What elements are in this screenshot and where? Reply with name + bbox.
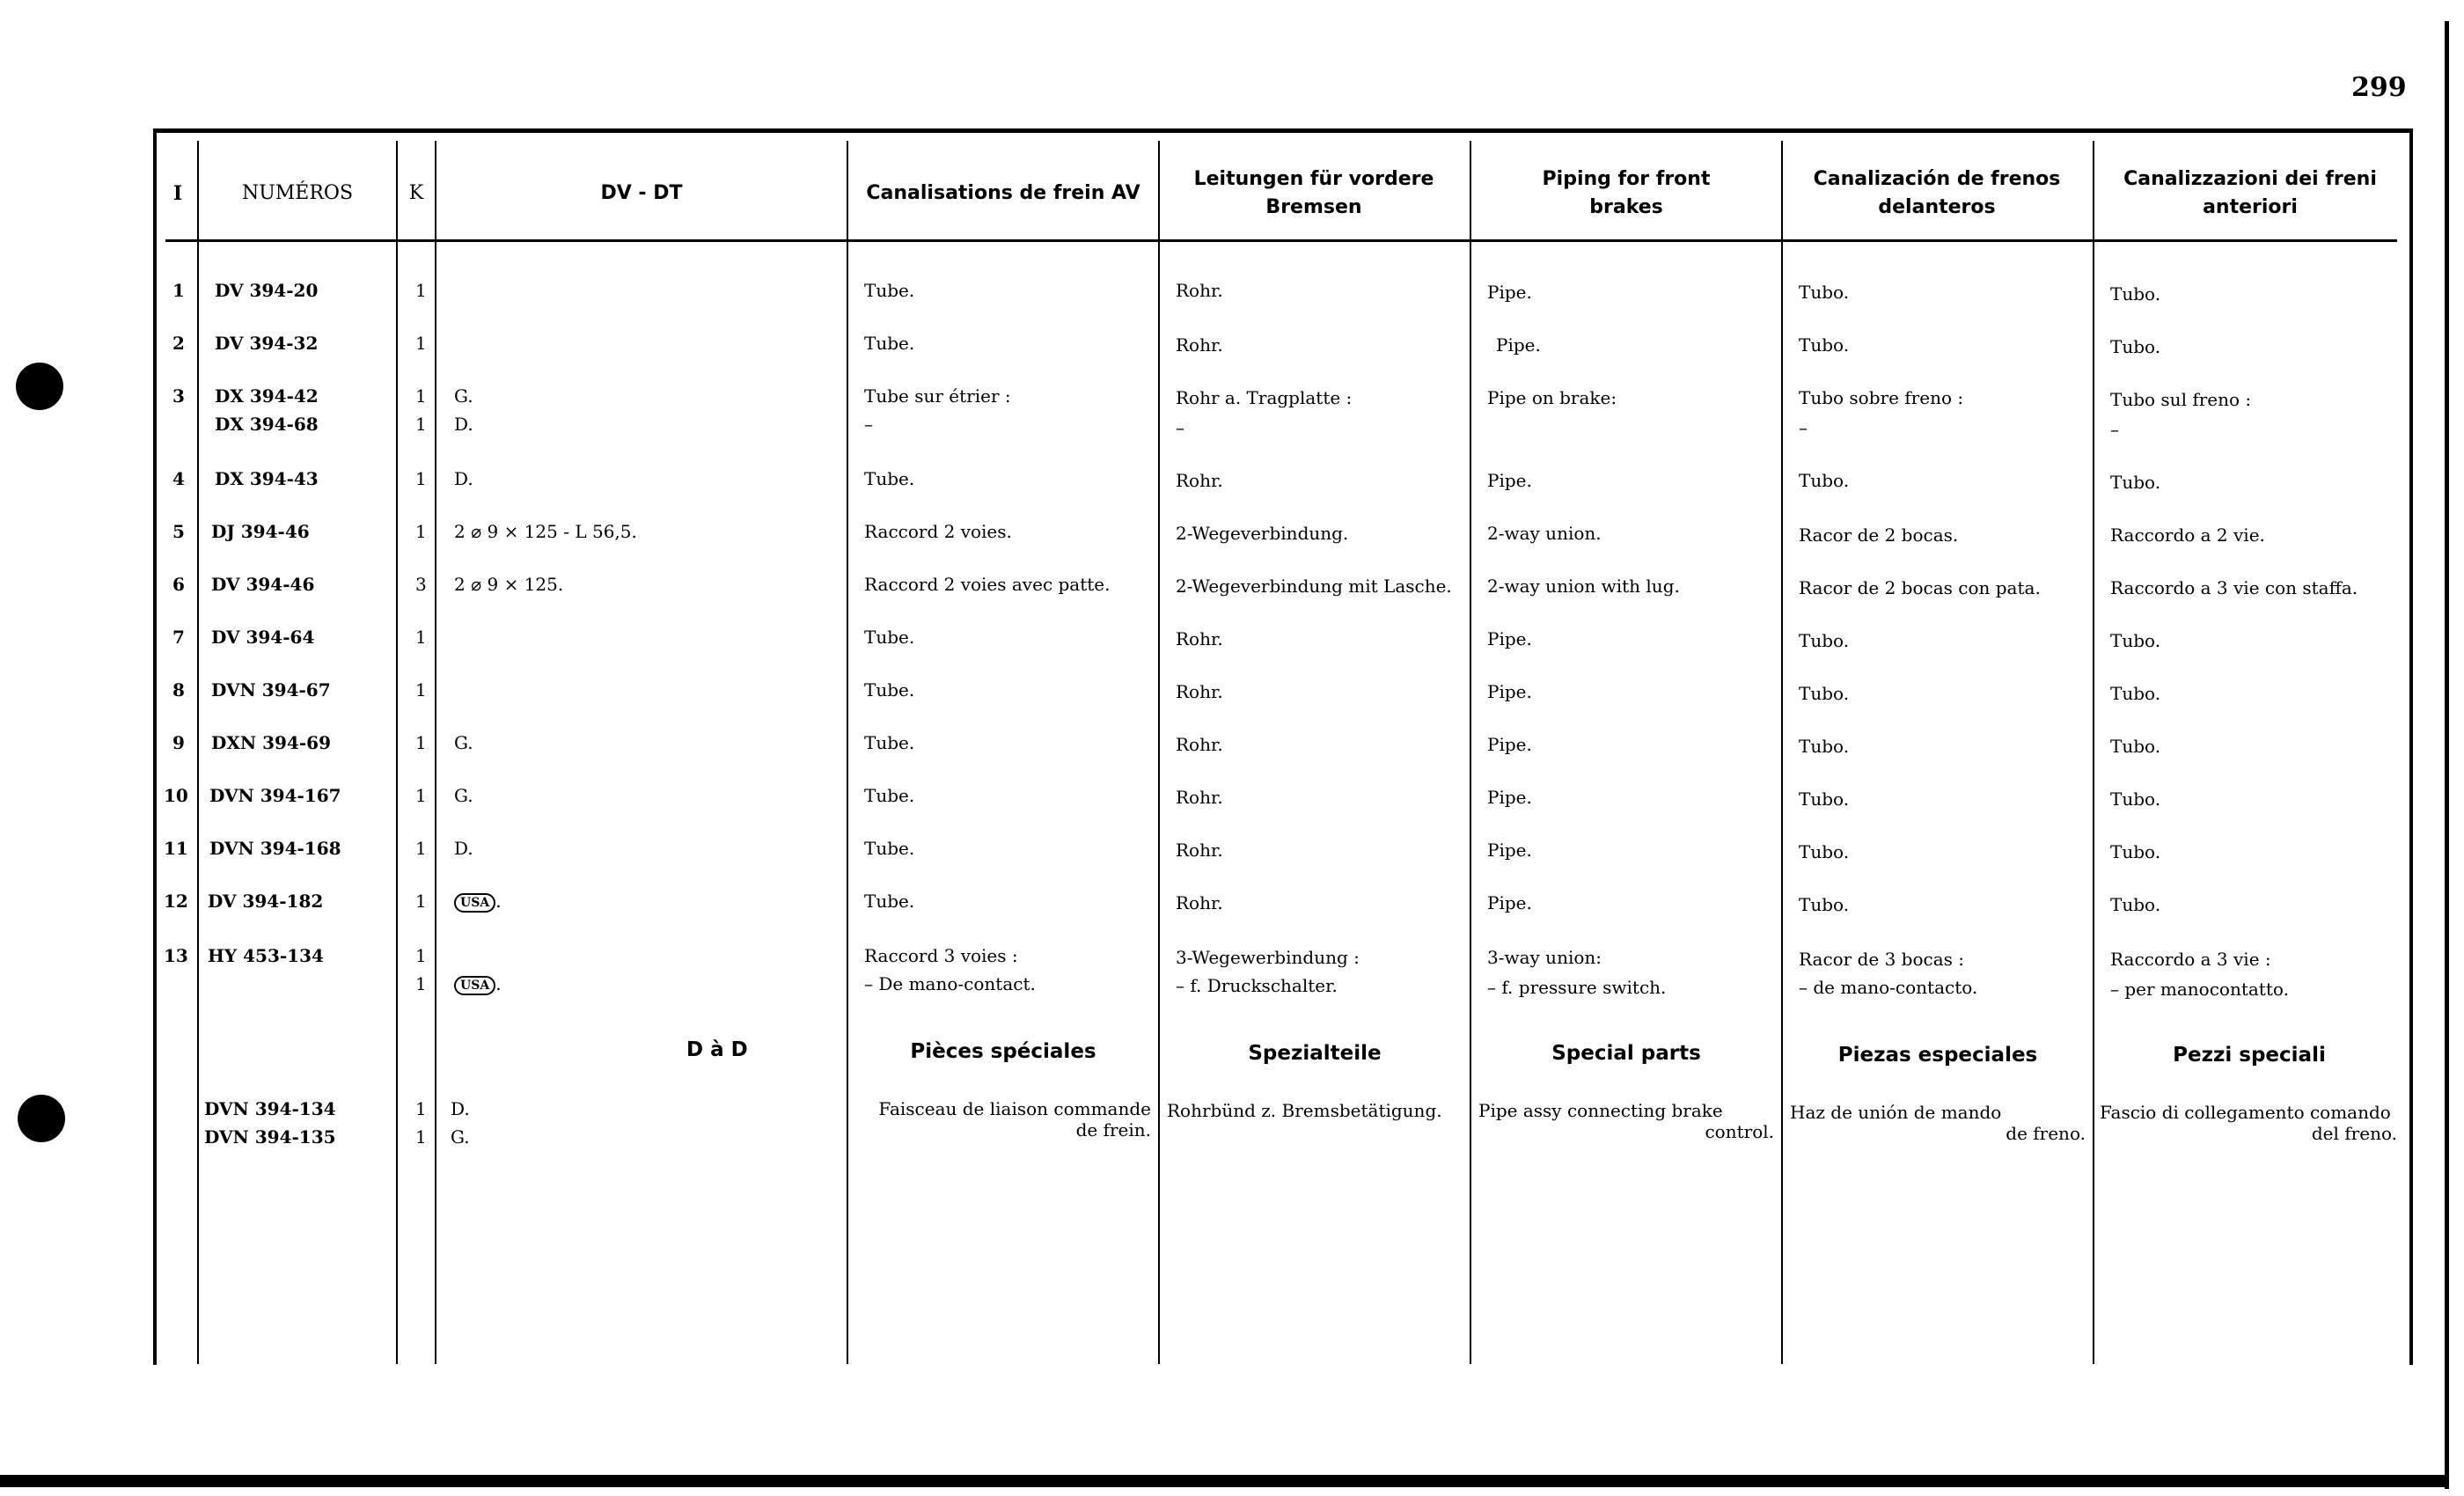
special-reference-2: DVN 394-135: [204, 1126, 336, 1148]
row-en: Pipe on brake:: [1487, 387, 1617, 408]
row-quantity-2: 1: [415, 414, 427, 435]
row-en: 2-way union.: [1487, 523, 1602, 544]
binder-hole-bottom: [18, 1095, 65, 1142]
row-quantity: 1: [415, 679, 427, 700]
row-reference: DVN 394-67: [211, 679, 331, 700]
row-fr: Tube sur étrier :: [864, 385, 1011, 407]
special-reference-1: DVN 394-134: [204, 1098, 336, 1119]
header-french: Canalisations de frein AV: [866, 182, 1140, 204]
row-de: Rohr.: [1176, 681, 1223, 702]
row-spec: 2 ⌀ 9 × 125.: [454, 574, 564, 595]
row-quantity: 3: [415, 574, 427, 595]
row-reference: DV 394-46: [211, 574, 315, 595]
row-es: Racor de 2 bocas con pata.: [1799, 577, 2041, 598]
column-line: [1158, 141, 1160, 1364]
row-es: Tubo.: [1799, 630, 1850, 651]
row-index: 9: [172, 732, 185, 753]
row-en: Pipe.: [1487, 628, 1532, 649]
row-spec: USA .: [454, 891, 502, 913]
row-spec: G.: [454, 785, 473, 806]
row-quantity: 1: [415, 945, 427, 966]
section-heading-es: Piezas especiales: [1837, 1044, 2038, 1067]
special-en-line2: control.: [1705, 1121, 1774, 1142]
row-quantity: 1: [415, 385, 427, 407]
row-de: 2-Wegeverbindung.: [1176, 523, 1349, 544]
row-it: Tubo.: [2110, 683, 2161, 704]
row-es: Tubo.: [1799, 841, 1850, 862]
column-line: [2093, 141, 2094, 1364]
row-quantity: 1: [415, 732, 427, 753]
row-reference: DV 394-182: [208, 891, 324, 912]
row-en: 2-way union with lug.: [1487, 576, 1680, 597]
special-fr-line2: de frein.: [1075, 1119, 1151, 1140]
row-en: Pipe.: [1487, 734, 1532, 755]
special-fr: [855, 1098, 1151, 1140]
row-en: Pipe.: [1487, 892, 1532, 913]
column-line: [396, 141, 398, 1364]
row-index: 7: [172, 627, 185, 648]
row-it: Raccordo a 3 vie con staffa.: [2110, 577, 2358, 598]
header-rule: [165, 239, 2397, 242]
row-it: Tubo sul freno :: [2110, 389, 2252, 410]
row-reference: DV 394-64: [211, 627, 315, 648]
header-english: Piping for front brakes: [1542, 168, 1711, 218]
row-index: 13: [164, 945, 188, 966]
row-de: Rohr.: [1176, 628, 1223, 649]
row-it: Tubo.: [2110, 336, 2161, 357]
special-es-line1: Haz de unión de mando: [1790, 1102, 2002, 1123]
special-it-line1: Fascio di collegamento comando: [2100, 1102, 2391, 1123]
row-es: Tubo.: [1799, 334, 1850, 356]
right-border-bar: [2445, 21, 2449, 1489]
row-it: Tubo.: [2110, 894, 2161, 915]
section-heading-de: Spezialteile: [1248, 1042, 1382, 1065]
row-quantity: 1: [415, 838, 427, 859]
row-quantity: 1: [415, 333, 427, 354]
row-fr: Raccord 2 voies avec patte.: [864, 574, 1111, 595]
row-it: Tubo.: [2110, 788, 2161, 810]
row-it: Tubo.: [2110, 736, 2161, 757]
header-dv-dt: DV - DT: [600, 182, 683, 204]
row-index: 1: [172, 280, 185, 301]
row-index: 11: [164, 838, 188, 859]
row-es: Tubo.: [1799, 282, 1850, 303]
row-it: Raccordo a 3 vie :: [2110, 949, 2271, 970]
row-spec: D.: [454, 838, 473, 859]
row-de: Rohr.: [1176, 334, 1223, 356]
row-es: Tubo.: [1799, 683, 1850, 704]
row-spec: D.: [454, 468, 473, 489]
header-italian: Canalizzazioni dei freni anteriori: [2123, 168, 2377, 218]
row-de: Rohr.: [1176, 840, 1223, 861]
row-index: 12: [164, 891, 188, 912]
row-quantity: 1: [415, 785, 427, 806]
row-reference: DX 394-42: [215, 385, 319, 407]
row-it-2: –: [2110, 419, 2119, 440]
binder-hole-top: [16, 363, 63, 410]
row-es: Racor de 3 bocas :: [1799, 949, 1965, 970]
header-numeros: NUMÉROS: [241, 182, 354, 204]
row-es: Tubo.: [1799, 736, 1850, 757]
row-fr-2: – De mano-contact.: [864, 973, 1036, 994]
row-spec: 2 ⌀ 9 × 125 - L 56,5.: [454, 521, 637, 542]
row-fr-2: –: [864, 414, 873, 435]
header-i: I: [172, 182, 183, 205]
row-de: Rohr.: [1176, 280, 1223, 301]
row-es-2: –: [1799, 417, 1808, 438]
row-index: 8: [172, 679, 185, 700]
special-spec-2: G.: [451, 1126, 470, 1148]
row-en: Pipe.: [1487, 470, 1532, 491]
row-reference: DVN 394-168: [209, 838, 341, 859]
row-it: Tubo.: [2110, 841, 2161, 862]
section-heading-it: Pezzi speciali: [2173, 1044, 2326, 1067]
row-de: Rohr.: [1176, 734, 1223, 755]
row-quantity: 1: [415, 280, 427, 301]
header-german: Leitungen für vordere Bremsen: [1193, 168, 1434, 218]
row-it: Tubo.: [2110, 630, 2161, 651]
row-reference: DJ 394-46: [211, 521, 310, 542]
row-spec: G.: [454, 732, 473, 753]
row-reference: HY 453-134: [208, 945, 324, 966]
section-heading-en: Special parts: [1551, 1042, 1701, 1065]
row-en: Pipe.: [1487, 840, 1532, 861]
row-de: Rohr a. Tragplatte :: [1176, 387, 1353, 408]
row-de: Rohr.: [1176, 787, 1223, 808]
row-index: 5: [172, 521, 185, 542]
row-index: 2: [172, 333, 185, 354]
special-en-line1: Pipe assy connecting brake: [1478, 1100, 1723, 1121]
row-reference: DV 394-32: [215, 333, 319, 354]
row-it: Raccordo a 2 vie.: [2110, 524, 2265, 546]
row-es: Tubo sobre freno :: [1799, 387, 1964, 408]
special-quantity-2: 1: [415, 1126, 427, 1148]
row-spec: G.: [454, 385, 473, 407]
page-number: 299: [2351, 72, 2407, 103]
row-reference-2: DX 394-68: [215, 414, 319, 435]
row-fr: Raccord 3 voies :: [864, 945, 1018, 966]
usa-badge: USA: [454, 976, 495, 995]
row-fr: Tube.: [864, 333, 915, 354]
row-es: Racor de 2 bocas.: [1799, 524, 1959, 546]
row-de-2: – f. Druckschalter.: [1176, 975, 1338, 996]
column-line: [1470, 141, 1471, 1364]
row-it: Tubo.: [2110, 472, 2161, 493]
row-quantity: 1: [415, 468, 427, 489]
special-de: Rohrbünd z. Bremsbetätigung.: [1167, 1100, 1442, 1121]
table-frame: [153, 128, 2413, 1365]
row-es: Tubo.: [1799, 470, 1850, 491]
row-en: 3-way union:: [1487, 947, 1602, 968]
row-reference: DXN 394-69: [211, 732, 331, 753]
special-it-line2: del freno.: [2311, 1123, 2397, 1144]
row-fr: Tube.: [864, 679, 915, 700]
special-it: [2100, 1102, 2397, 1144]
row-quantity: 1: [415, 521, 427, 542]
special-quantity-1: 1: [415, 1098, 427, 1119]
row-fr: Tube.: [864, 627, 915, 648]
column-line: [1781, 141, 1783, 1364]
special-es-line2: de freno.: [2006, 1123, 2086, 1144]
row-fr: Tube.: [864, 785, 915, 806]
row-fr: Tube.: [864, 891, 915, 912]
usa-badge: USA: [454, 893, 495, 913]
special-en: [1478, 1100, 1774, 1142]
special-fr-line1: Faisceau de liaison commande: [878, 1098, 1151, 1119]
column-line: [197, 141, 199, 1364]
row-reference: DVN 394-167: [209, 785, 341, 806]
row-fr: Tube.: [864, 838, 915, 859]
row-es-2: – de mano-contacto.: [1799, 977, 1978, 998]
row-quantity: 1: [415, 627, 427, 648]
row-reference: DV 394-20: [215, 280, 319, 301]
row-en-2: – f. pressure switch.: [1487, 977, 1667, 998]
special-es: [1790, 1102, 2086, 1144]
row-de-2: –: [1176, 417, 1184, 438]
row-fr: Tube.: [864, 280, 915, 301]
row-en: Pipe.: [1487, 282, 1532, 303]
row-spec-2: D.: [454, 414, 473, 435]
row-index: 6: [172, 574, 185, 595]
row-reference: DX 394-43: [215, 468, 319, 489]
row-en: Pipe.: [1487, 681, 1532, 702]
row-quantity-2: 1: [415, 973, 427, 994]
bottom-border-bar: [0, 1475, 2448, 1487]
header-k: K: [408, 182, 424, 204]
row-spec-2: USA .: [454, 973, 502, 995]
row-fr: Tube.: [864, 468, 915, 489]
row-de: Rohr.: [1176, 892, 1223, 913]
row-es: Tubo.: [1799, 788, 1850, 810]
row-es: Tubo.: [1799, 894, 1850, 915]
row-de: 3-Wegewerbindung :: [1176, 947, 1360, 968]
special-spec-1: D.: [451, 1098, 470, 1119]
column-line: [847, 141, 848, 1364]
row-de: 2-Wegeverbindung mit Lasche.: [1176, 576, 1452, 597]
row-de: Rohr.: [1176, 470, 1223, 491]
row-quantity: 1: [415, 891, 427, 912]
section-heading-dvdt: D à D: [686, 1038, 748, 1061]
row-index: 10: [164, 785, 188, 806]
column-line: [435, 141, 436, 1364]
row-index: 4: [172, 468, 185, 489]
row-en: Pipe.: [1487, 787, 1532, 808]
row-en: Pipe.: [1496, 334, 1541, 356]
row-fr: Raccord 2 voies.: [864, 521, 1012, 542]
row-it: Tubo.: [2110, 283, 2161, 304]
row-it-2: – per manocontatto.: [2110, 979, 2289, 1000]
section-heading-fr: Pièces spéciales: [910, 1040, 1096, 1063]
row-fr: Tube.: [864, 732, 915, 753]
row-index: 3: [172, 385, 185, 407]
header-spanish: Canalización de frenos delanteros: [1813, 168, 2061, 218]
